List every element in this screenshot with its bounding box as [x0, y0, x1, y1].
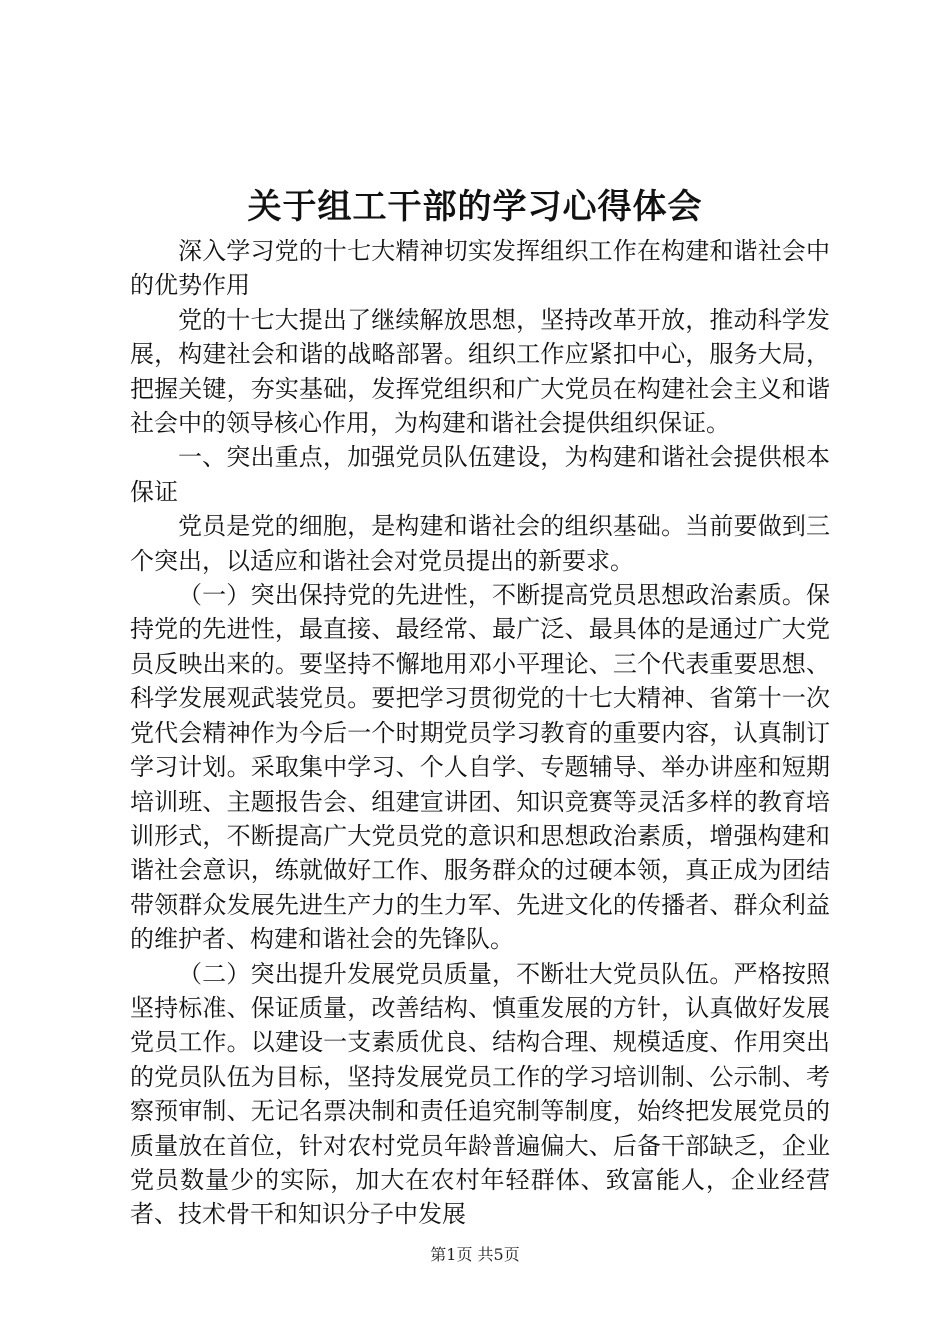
paragraph-section-intro: 党员是党的细胞，是构建和谐社会的组织基础。当前要做到三个突出，以适应和谐社会对党员提出的新要求。 — [130, 512, 830, 575]
paragraph-subtitle: 深入学习党的十七大精神切实发挥组织工作在构建和谐社会中的优势作用 — [130, 237, 830, 300]
paragraph-point-one: （一）突出保持党的先进性，不断提高党员思想政治素质。保持党的先进性，最直接、最经常、最广泛、最具体的是通过广大党员反映出来的。要坚持不懈地用邓小平理论、三个代表重要思想、科学发展观武装党员。要把学习贯彻党的十七大精神、省第十一次党代会精神作为今后一个时期党员学习教育的重要内容，认真制订学习计划。采取集中学习、个人自学、专题辅导、举办讲座和短期培训班、主题报告会、组建宣讲团、知识竞赛等灵活多样的教育培训形式，不断提高广大党员党的意识和思想政治素质，增强构建和谐社会意识，练就做好工作、服务群众的过硬本领，真正成为团结带领群众发展先进生产力的生力军、先进文化的传播者、群众利益的维护者、构建和谐社会的先锋队。 — [130, 581, 830, 954]
page-footer: 第1页 共5页 — [430, 1245, 520, 1264]
paragraph-section-heading: 一、突出重点，加强党员队伍建设，为构建和谐社会提供根本保证 — [130, 443, 830, 506]
document-title: 关于组工干部的学习心得体会 — [247, 187, 703, 227]
paragraph-point-two: （二）突出提升发展党员质量，不断壮大党员队伍。严格按照坚持标准、保证质量，改善结构、慎重发展的方针，认真做好发展党员工作。以建设一支素质优良、结构合理、规模适度、作用突出的党员队伍为目标，坚持发展党员工作的学习培训制、公示制、考察预审制、无记名票决制和责任追究制等制度，始终把发展党员的质量放在首位，针对农村党员年龄普遍偏大、后备干部缺乏，企业党员数量少的实际，加大在农村年轻群体、致富能人，企业经营者、技术骨干和知识分子中发展 — [130, 959, 830, 1229]
document-body — [130, 234, 830, 1232]
paragraph-intro: 党的十七大提出了继续解放思想，坚持改革开放，推动科学发展，构建社会和谐的战略部署。组织工作应紧扣中心，服务大局，把握关键，夯实基础，发挥党组织和广大党员在构建社会主义和谐社会中的领导核心作用，为构建和谐社会提供组织保证。 — [130, 305, 830, 438]
